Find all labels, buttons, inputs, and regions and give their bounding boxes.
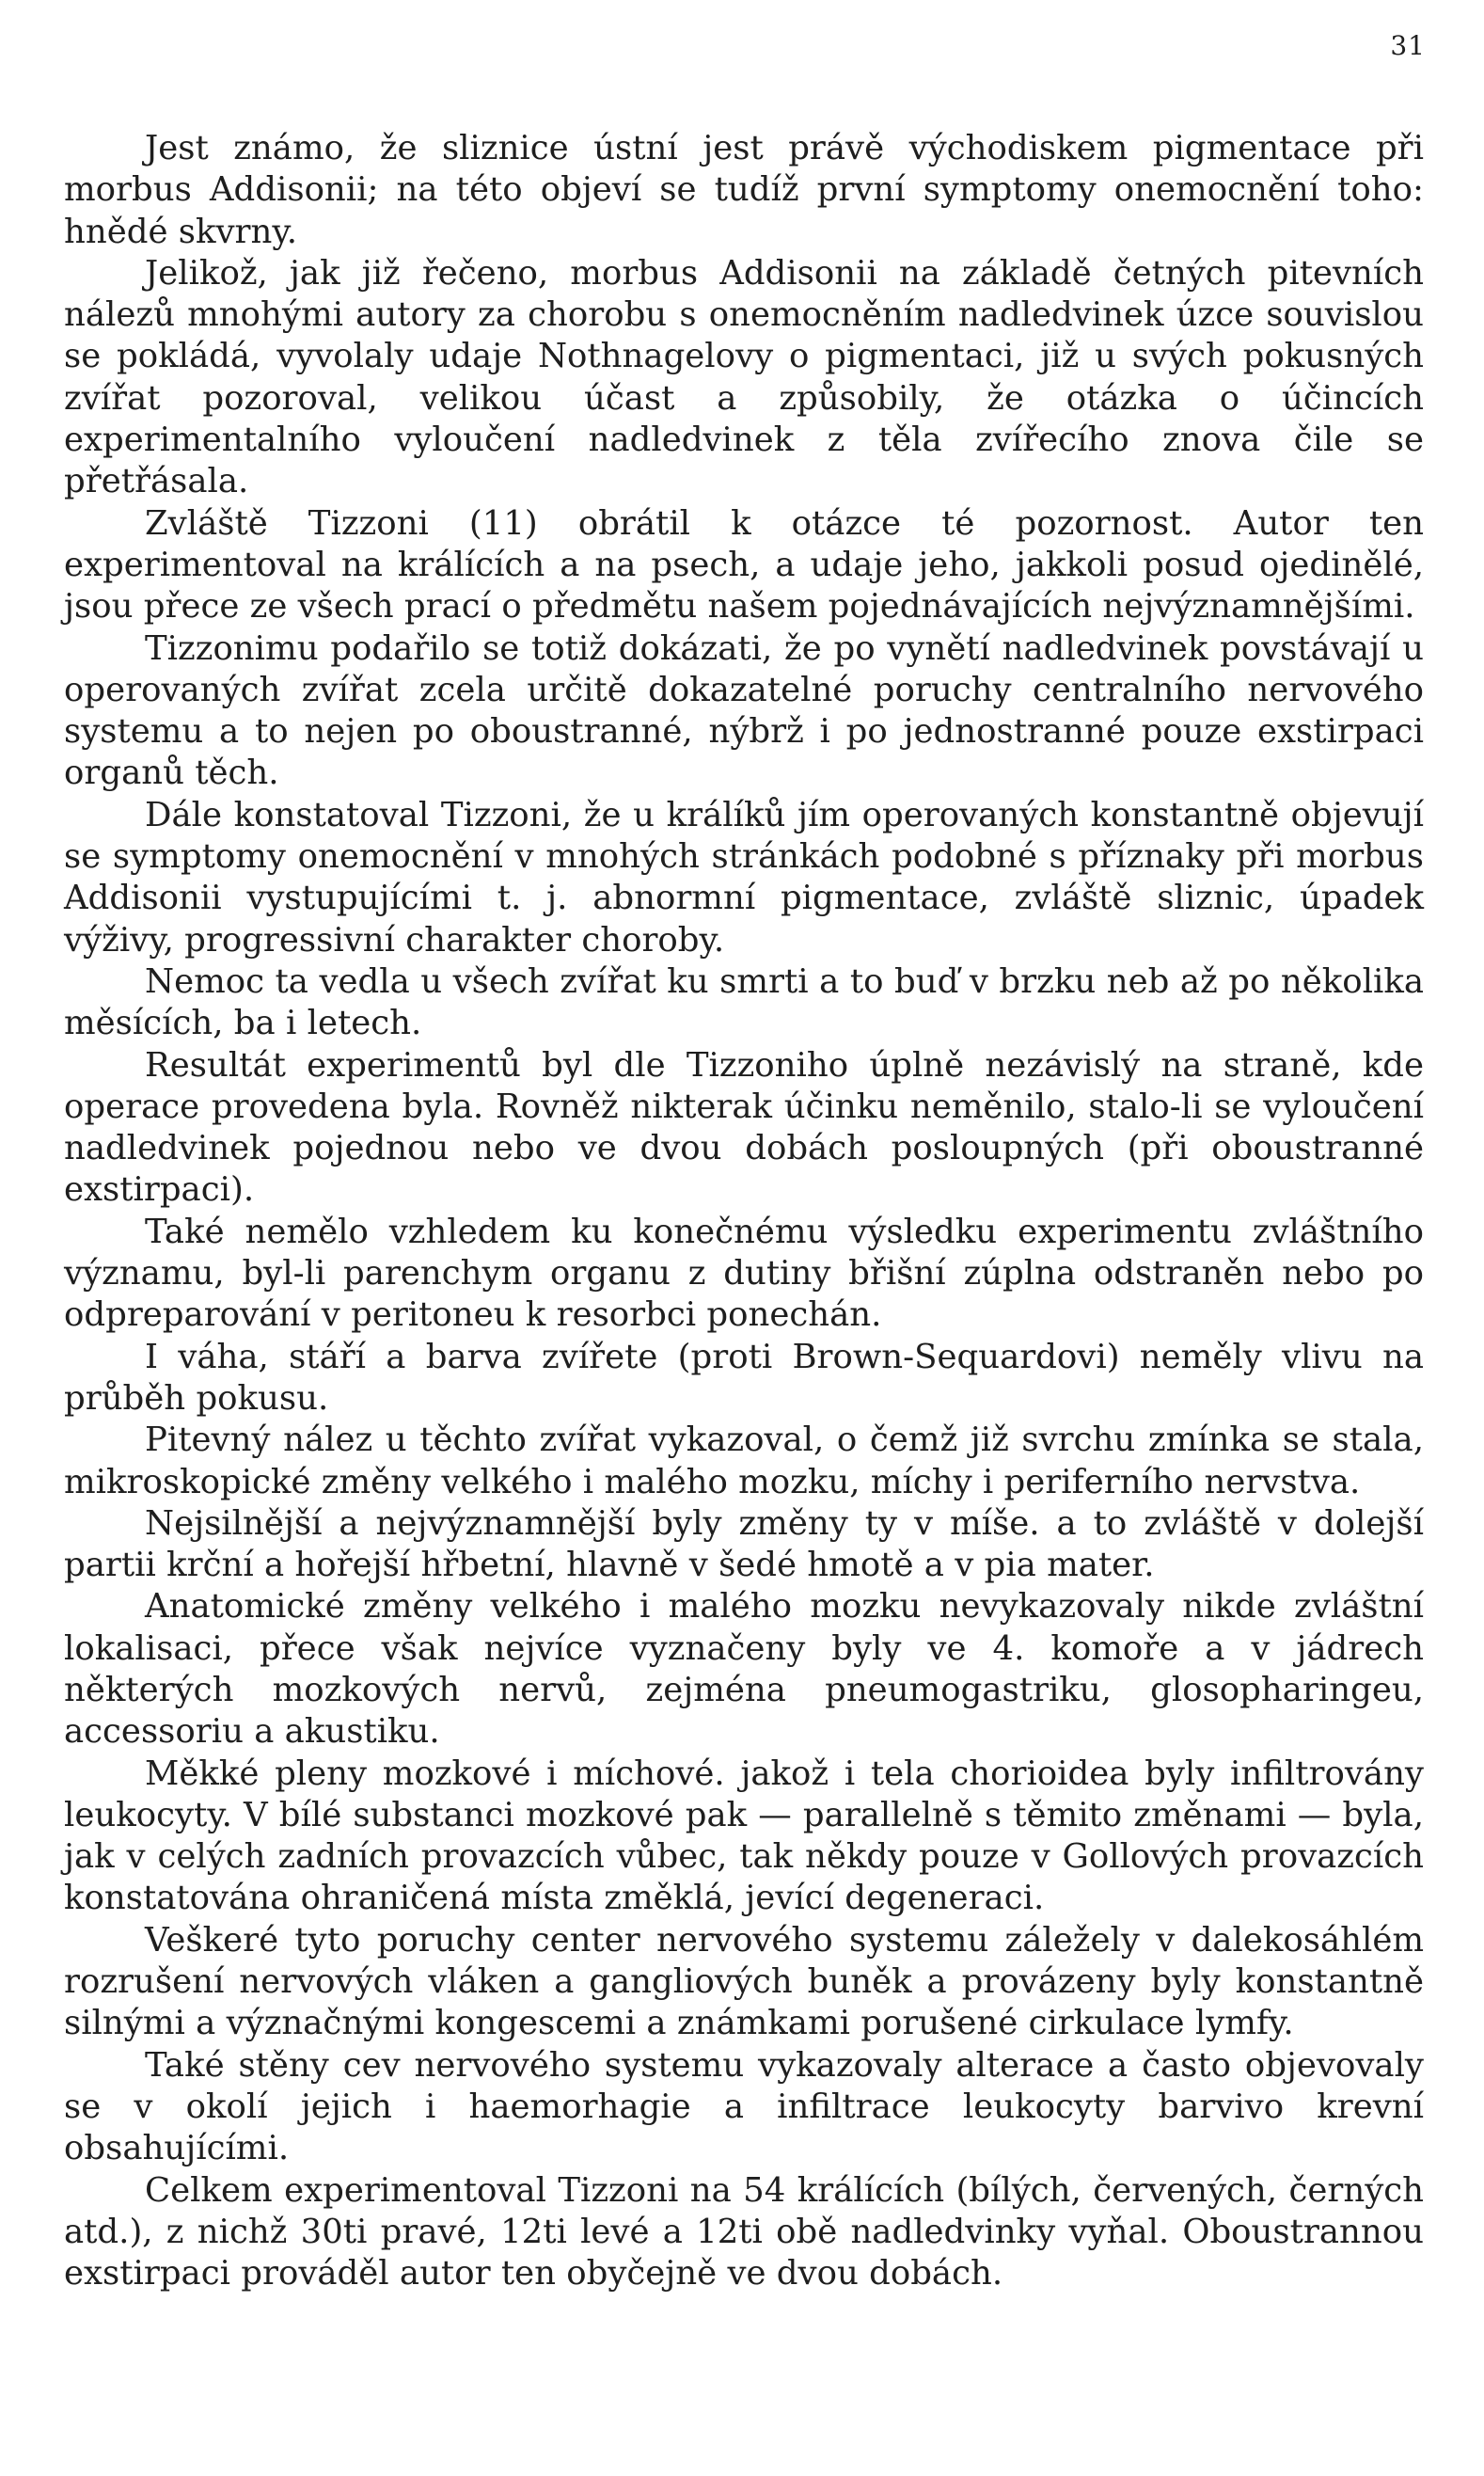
paragraph: Jelikož, jak již řečeno, morbus Addisonii na základě četných pitevních nálezů mnohými autory za chorobu s onemocněním nadledvinek úzce souvislou se pokládá, vyvolaly udaje Nothnagelovy o pigmentaci, již u svých pokusných zvířat pozoroval, velikou účast a způsobily, že otázka o účincích experimentalního vyloučení nadledvinek z těla zvířecího znova čile se přetřásala.	[64, 253, 1424, 501]
body-text	[64, 128, 1424, 2294]
paragraph: Dále konstatoval Tizzoni, že u králíků jím operovaných konstantně objevují se symptomy onemocnění v mnohých stránkách podobné s příznaky při morbus Addisonii vystupujícími t. j. abnormní pigmentace, zvláště sliznic, úpadek výživy, progressivní charakter choroby.	[64, 795, 1424, 960]
paragraph: Veškeré tyto poruchy center nervového systemu záležely v dalekosáhlém rozrušení nervových vláken a gangliových buněk a provázeny byly konstantně silnými a význačnými kongescemi a známkami porušené cirkulace lymfy.	[64, 1920, 1424, 2043]
paragraph: Pitevný nález u těchto zvířat vykazoval, o čemž již svrchu zmínka se stala, mikroskopické změny velkého i malého mozku, míchy i periferního nervstva.	[64, 1421, 1424, 1501]
paragraph: Resultát experimentů byl dle Tizzoniho úplně nezávislý na straně, kde operace provedena byla. Rovněž nikterak účinku neměnilo, stalo-li se vyloučení nadledvinek pojednou nebo ve dvou dobách posloupných (při oboustranné exstirpaci).	[64, 1045, 1424, 1210]
paragraph: Anatomické změny velkého i malého mozku nevykazovaly nikde zvláštní lokalisaci, přece však nejvíce vyznačeny byly ve 4. komoře a v jádrech některých mozkových nervů, zejména pneumogastriku, glosopharingeu, accessoriu a akustiku.	[64, 1587, 1424, 1752]
paragraph: Také nemělo vzhledem ku konečnému výsledku experimentu zvláštního významu, byl-li parenchym organu z dutiny břišní zúplna odstraněn nebo po odpreparování v peritoneu k resorbci ponechán.	[64, 1212, 1424, 1335]
page-number: 31	[1390, 30, 1426, 61]
paragraph: Nemoc ta vedla u všech zvířat ku smrti a to buď v brzku neb až po několika měsících, ba i letech.	[64, 961, 1424, 1043]
paragraph: I váha, stáří a barva zvířete (proti Brown-Sequardovi) neměly vlivu na průběh pokusu.	[64, 1337, 1424, 1418]
paragraph: Zvláště Tizzoni (11) obrátil k otázce té pozornost. Autor ten experimentoval na králících a na psech, a udaje jeho, jakkoli posud ojedinělé, jsou přece ze všech prací o předmětu našem pojednávajících nejvýznamnějšími.	[64, 503, 1424, 627]
paragraph: Celkem experimentoval Tizzoni na 54 králících (bílých, červených, černých atd.), z nichž 30ti pravé, 12ti levé a 12ti obě nadledvinky vyňal. Oboustrannou exstirpaci prováděl autor ten obyčejně ve dvou dobách.	[64, 2170, 1424, 2293]
paragraph: Měkké pleny mozkové i míchové. jakož i tela chorioidea byly infiltrovány leukocyty. V bílé substanci mozkové pak — parallelně s těmito změnami — byla, jak v celých zadních provazcích vůbec, tak někdy pouze v Gollových provazcích konstatována ohraničená místa změklá, jevící degeneraci.	[64, 1754, 1424, 1918]
paragraph: Nejsilnější a nejvýznamnější byly změny ty v míše. a to zvláště v dolejší partii krční a hořejší hřbetní, hlavně v šedé hmotě a v pia mater.	[64, 1503, 1424, 1585]
paragraph: Také stěny cev nervového systemu vykazovaly alterace a často objevovaly se v okolí jejich i haemorhagie a infiltrace leukocyty barvivo krevní obsahujícími.	[64, 2045, 1424, 2168]
paragraph: Jest známo, že sliznice ústní jest právě východiskem pigmentace při morbus Addisonii; na této objeví se tudíž první symptomy onemocnění toho: hnědé skvrny.	[64, 129, 1424, 251]
paragraph: Tizzonimu podařilo se totiž dokázati, že po vynětí nadledvinek povstávají u operovaných zvířat zcela určitě dokazatelné poruchy centralního nervového systemu a to nejen po oboustranné, nýbrž i po jednostranné pouze exstirpaci organů těch.	[64, 628, 1424, 793]
